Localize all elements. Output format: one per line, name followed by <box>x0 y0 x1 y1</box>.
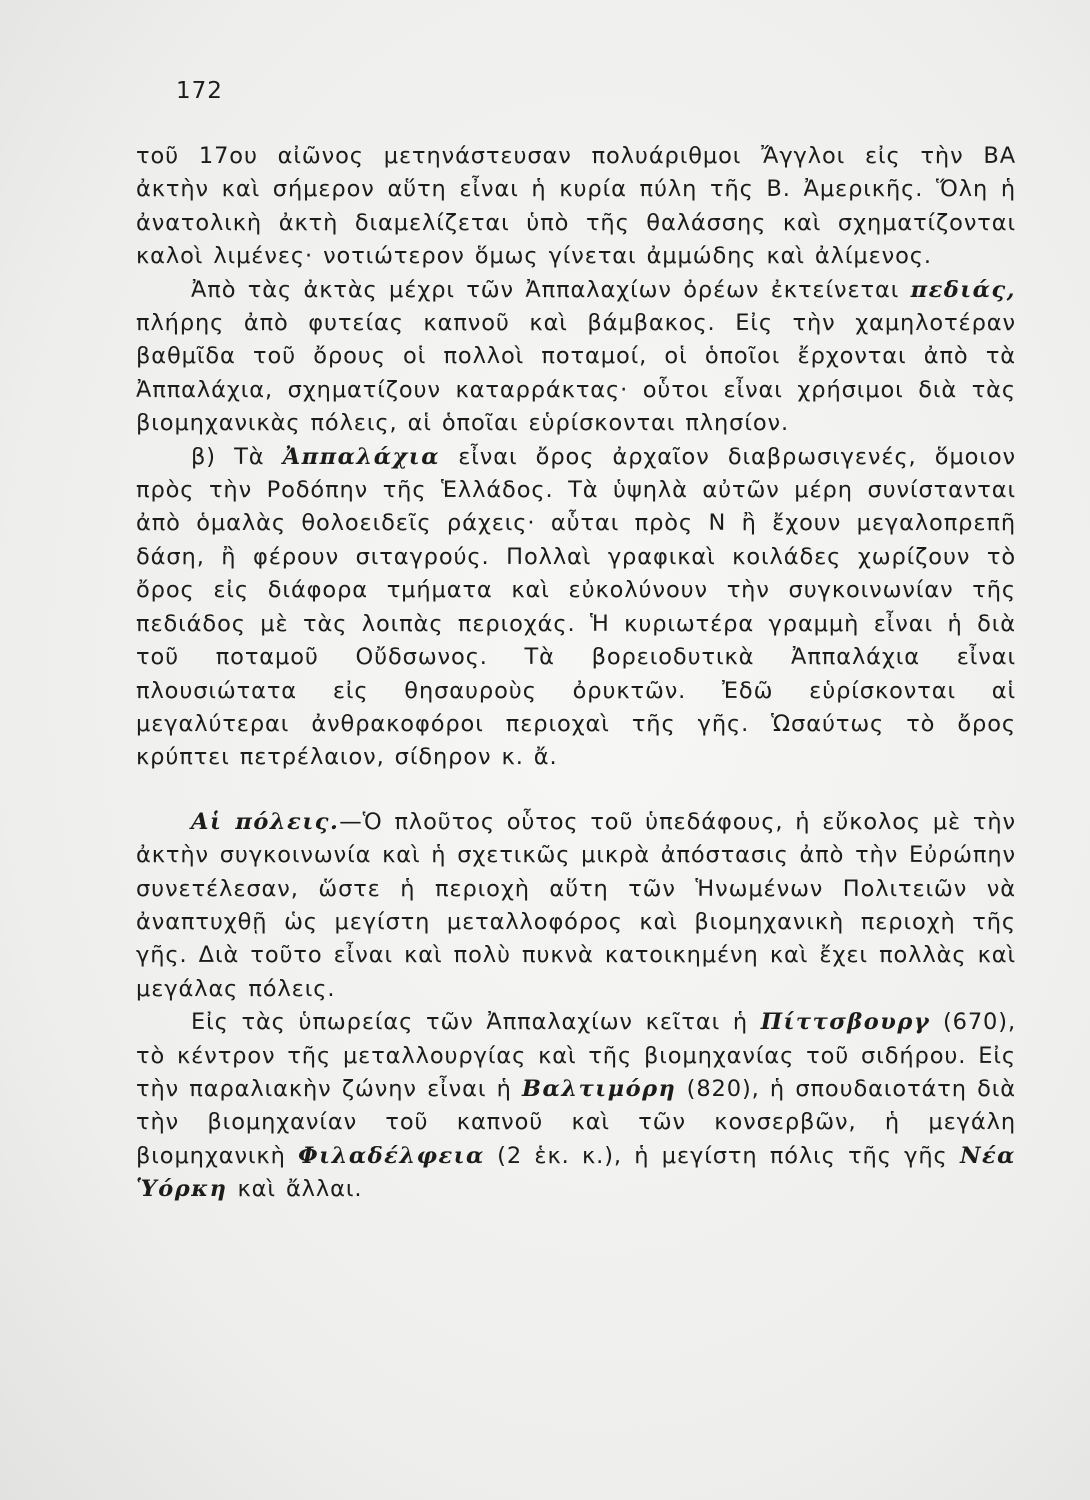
body-text <box>136 140 1016 1207</box>
paragraph <box>136 441 1016 775</box>
paragraph <box>136 140 1016 274</box>
text-run: (2 ἑκ. κ.), ἡ μεγίστη πόλις τῆς γῆς <box>484 1142 960 1169</box>
text-run: β) Τὰ <box>191 443 283 470</box>
section-heading: Αἱ πόλεις. <box>191 808 340 835</box>
emphasized-term: Πίττσβουργ <box>760 1009 931 1036</box>
emphasized-term: Φιλαδέλφεια <box>298 1142 485 1169</box>
paragraph <box>136 274 1016 441</box>
emphasized-term: Βαλτιμόρη <box>521 1075 677 1102</box>
paragraph <box>136 806 1016 1006</box>
text-run: Εἰς τὰς ὑπωρείας τῶν Ἀππαλαχίων κεῖται ἡ <box>191 1009 761 1036</box>
text-run: τοῦ 17ου αἰῶνος μετηνάστευσαν πολυάριθμοι Ἄγγλοι εἰς τὴν ΒΑ ἀκτὴν καὶ σήμερον αὕτη εἶναι ἡ κυρία πύλη τῆς Β. Ἀμερικῆς. Ὅλη ἡ ἀνατολικὴ ἀκτὴ διαμελίζεται ὑπὸ τῆς θαλάσσης καὶ σχηματίζονται καλοὶ λιμένες· νοτιώτερον ὅμως γίνεται ἀμμώδης καὶ ἀλίμενος. <box>136 143 1016 270</box>
paragraph <box>136 1006 1016 1206</box>
text-run: —Ὁ πλοῦτος οὗτος τοῦ ὑπεδάφους, ἡ εὔκολος μὲ τὴν ἀκτὴν συγκοινωνία καὶ ἡ σχετικῶς μικρὰ ἀπόστασις ἀπὸ τὴν Εὐρώπην συνετέλεσαν, ὥστε ἡ περιοχὴ αὕτη τῶν Ἡνωμένων Πολιτειῶν νὰ ἀναπτυχθῇ ὡς μεγίστη μεταλλοφόρος καὶ βιομηχανικὴ περιοχὴ τῆς γῆς. Διὰ τοῦτο εἶναι καὶ πολὺ πυκνὰ κατοικημένη καὶ ἔχει πολλὰς καὶ μεγάλας πόλεις. <box>136 808 1016 1002</box>
emphasized-term: πεδιάς, <box>910 276 1016 303</box>
text-run: εἶναι ὄρος ἀρχαῖον διαβρωσιγενές, ὅμοιον πρὸς τὴν Ροδόπην τῆς Ἑλλάδος. Τὰ ὑψηλὰ αὐτῶν μέρη συνίστανται ἀπὸ ὁμαλὰς θολοειδεῖς ράχεις· αὗται πρὸς Ν ἢ ἔχουν μεγαλοπρεπῆ δάση, ἢ φέρουν σιταγρούς. Πολλαὶ γραφικαὶ κοιλάδες χωρίζουν τὸ ὄρος εἰς διάφορα τμήματα καὶ εὐκολύνουν τὴν συγκοινωνίαν τῆς πεδιάδος μὲ τὰς λοιπὰς περιοχάς. Ἡ κυριωτέρα γραμμὴ εἶναι ἡ διὰ τοῦ ποταμοῦ Οὔδσωνος. Τὰ βορειοδυτικὰ Ἀππαλάχια εἶναι πλουσιώτατα εἰς θησαυροὺς ὀρυκτῶν. Ἐδῶ εὑρίσκονται αἱ μεγαλύτεραι ἀνθρακοφόροι περιοχαὶ τῆς γῆς. Ὡσαύτως τὸ ὄρος κρύπτει πετρέλαιον, σίδηρον κ. ἄ. <box>136 443 1016 771</box>
text-run: καὶ ἄλλαι. <box>227 1176 363 1203</box>
emphasized-term: Ἀππαλάχια <box>282 443 441 470</box>
text-run: (820), ἡ σπουδαιοτάτη διὰ τὴν βιομηχανίαν τοῦ καπνοῦ καὶ τῶν κονσερβῶν, ἡ μεγάλη βιομηχανικὴ <box>136 1075 1017 1169</box>
text-run: πλήρης ἀπὸ φυτείας καπνοῦ καὶ βάμβακος. Εἰς τὴν χαμηλοτέραν βαθμῖδα τοῦ ὄρους οἱ πολλοὶ ποταμοί, οἱ ὁποῖοι ἔρχονται ἀπὸ τὰ Ἀππαλάχια, σχηματίζουν καταρράκτας· οὗτοι εἶναι χρήσιμοι διὰ τὰς βιομηχανικὰς πόλεις, αἱ ὁποῖαι εὑρίσκονται πλησίον. <box>136 310 1016 437</box>
text-run: (670), τὸ κέντρον τῆς μεταλλουργίας καὶ τῆς βιομηχανίας τοῦ σιδήρου. Εἰς τὴν παραλιακὴν ζώνην εἶναι ἡ <box>136 1009 1017 1102</box>
text-run: Ἀπὸ τὰς ἀκτὰς μέχρι τῶν Ἀππαλαχίων ὀρέων ἐκτείνεται <box>191 276 911 303</box>
emphasized-term: Νέα Ὑόρκη <box>136 1142 1016 1203</box>
page-number: 172 <box>176 78 223 104</box>
